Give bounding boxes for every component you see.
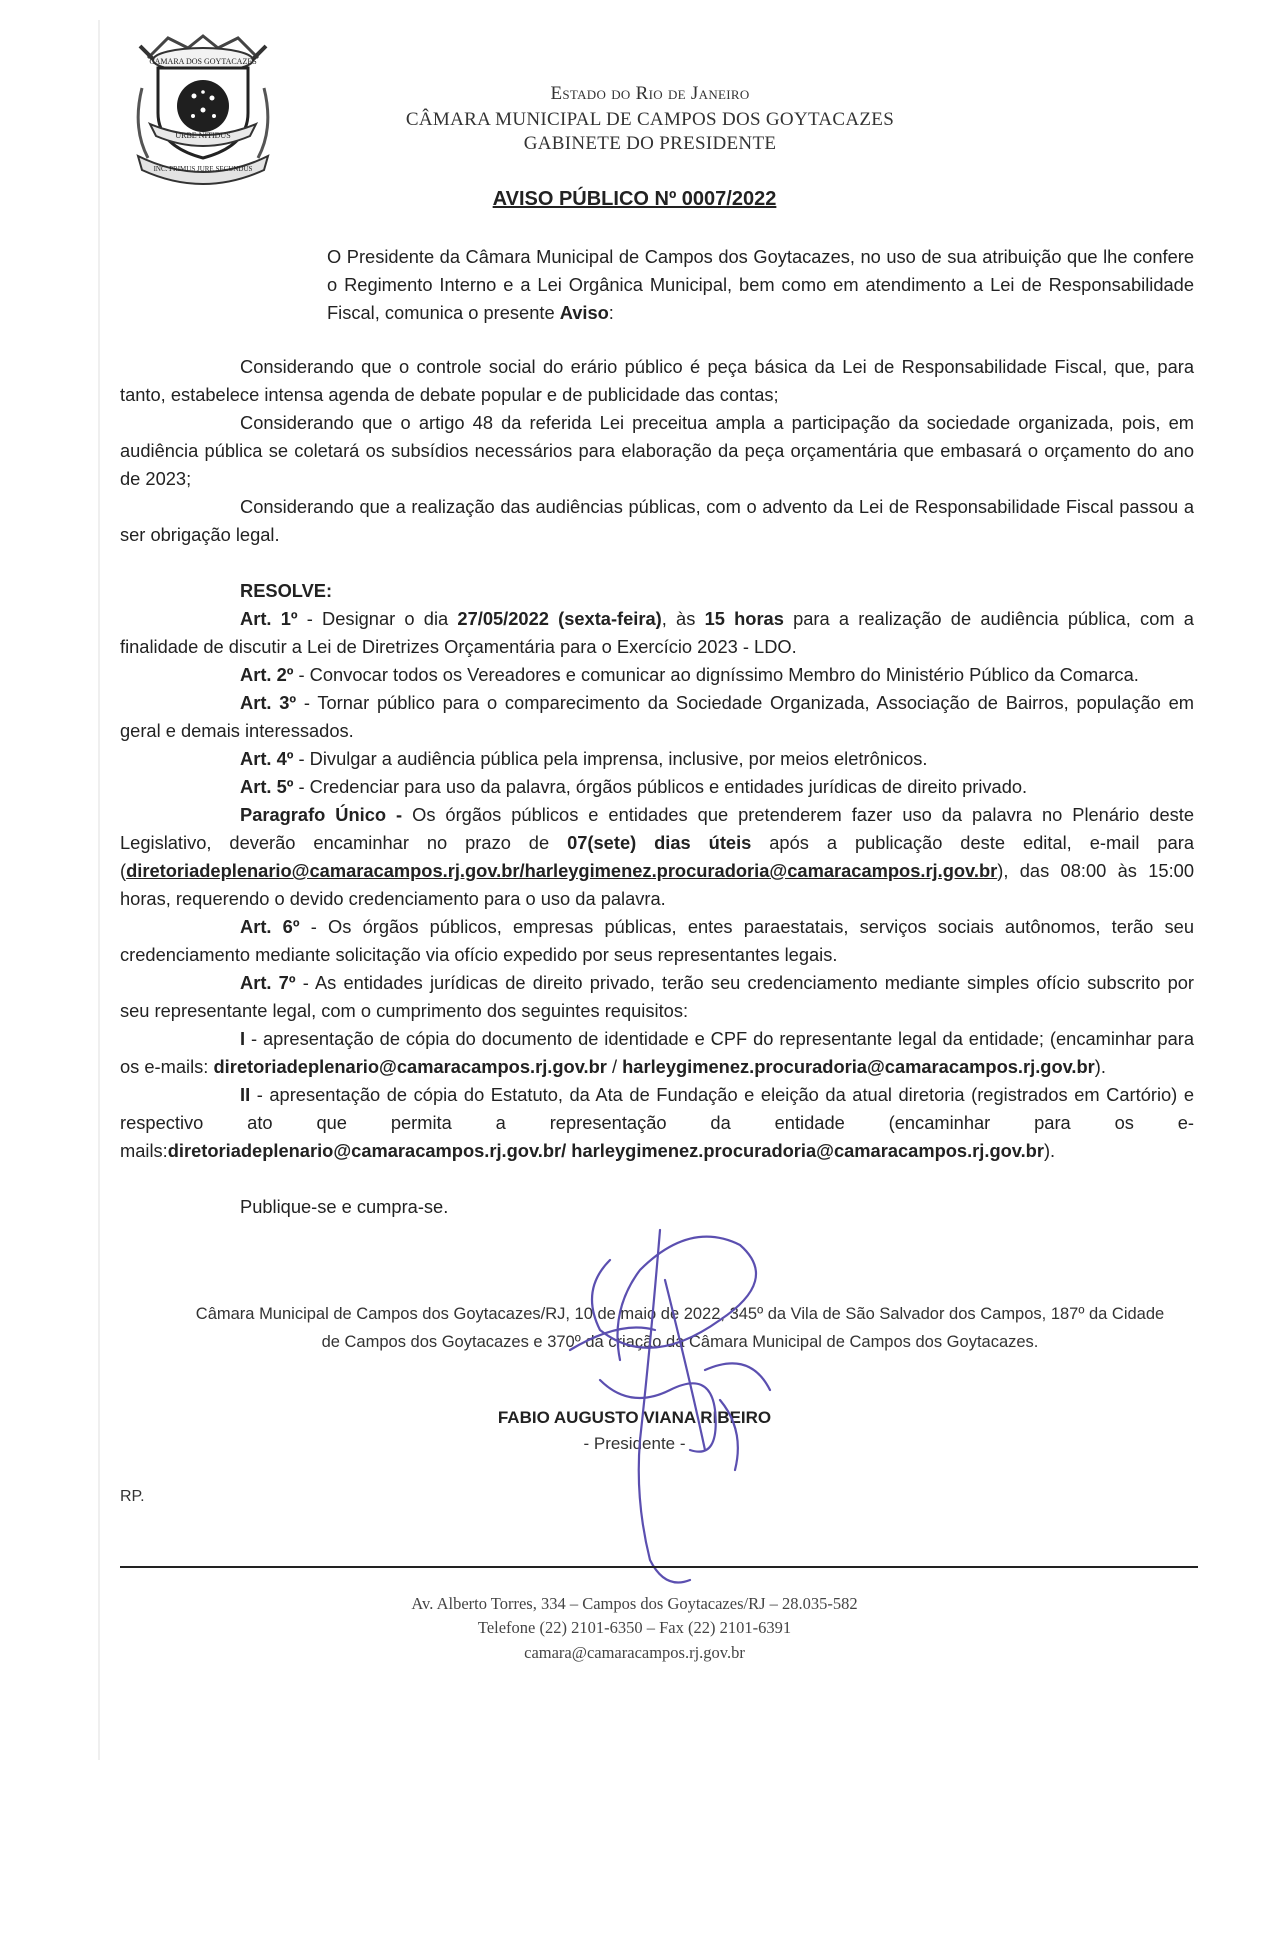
notice-body — [120, 353, 1194, 1221]
footer-address: Av. Alberto Torres, 334 – Campos dos Goytacazes/RJ – 28.035-582 — [411, 1594, 858, 1613]
crest-ribbon-text: URBE NITIDUS — [175, 131, 231, 140]
article-3: Art. 3º - Tornar público para o comparecimento da Sociedade Organizada, Associação de Bairros, população em geral e demais interessados. — [120, 692, 1194, 741]
requirement-1: I - apresentação de cópia do documento de identidade e CPF do representante legal da entidade; (encaminhar para os e-mails: diretoriadeplenario@camaracampos.rj.gov.br / harleygimenez.procuradoria@camaracampos.rj.gov.br). — [120, 1028, 1194, 1077]
footer-phone: Telefone (22) 2101-6350 – Fax (22) 2101-6391 — [477, 1618, 792, 1637]
closing-dateline: Câmara Municipal de Campos dos Goytacazes/RJ, 10 de maio de 2022, 345º da Vila de São Salvador dos Campos, 187º da Cidade de Campos dos Goytacazes e 370º da criação da Câmara Municipal de Campos dos Goytacazes. — [195, 1305, 1165, 1351]
article-2: Art. 2º - Convocar todos os Vereadores e comunicar ao digníssimo Membro do Ministério Público da Comarca. — [240, 664, 1139, 685]
emails-link[interactable]: diretoriadeplenario@camaracampos.rj.gov.br/ harleygimenez.procuradoria@camaracampos.rj.gov.br — [167, 1140, 1044, 1161]
footer-email[interactable]: camara@camaracampos.rj.gov.br — [524, 1643, 745, 1662]
crest-top-text: CAMARA DOS GOYTACAZES — [149, 57, 257, 66]
chamber-heading: CÂMARA MUNICIPAL DE CAMPOS DOS GOYTACAZES — [405, 109, 895, 130]
handwritten-signature — [540, 1200, 800, 1600]
footer-divider — [120, 1566, 1198, 1568]
notice-title: AVISO PÚBLICO Nº 0007/2022 — [492, 188, 777, 210]
considerando-2: Considerando que o artigo 48 da referida Lei preceitua ampla a participação da sociedade organizada, pois, em audiência pública se coletará os subsídios necessários para elaboração da peça orçamentária que embasará o orçamento do ano de 2023; — [120, 412, 1194, 489]
paragrafo-emails-link[interactable]: diretoriadeplenario@camaracampos.rj.gov.br/harleygimenez.procuradoria@camaracampos.rj.gov.br — [126, 860, 998, 881]
article-4: Art. 4º - Divulgar a audiência pública pela imprensa, inclusive, por meios eletrônicos. — [240, 748, 928, 769]
coat-of-arms-icon — [128, 28, 278, 188]
email-procuradoria-link[interactable]: harleygimenez.procuradoria@camaracampos.rj.gov.br — [622, 1056, 1095, 1077]
signatory-role: - Presidente - — [583, 1434, 686, 1453]
requirement-2: II - apresentação de cópia do Estatuto, da Ata de Fundação e eleição da atual diretoria (registrados em Cartório) e respectivo ato que permita a representação da entidade (encaminhar para os e-mails:diretoriadeplenario@camaracampos.rj.gov.br/ harleygimenez.procuradoria@camaracampos.rj.gov.br). — [120, 1084, 1194, 1161]
scan-edge — [98, 20, 100, 1760]
article-7: Art. 7º - As entidades jurídicas de direito privado, terão seu credenciamento mediante simples ofício subscrito por seu representante legal, com o cumprimento dos seguintes requisitos: — [120, 972, 1194, 1021]
considerando-3: Considerando que a realização das audiências públicas, com o advento da Lei de Responsabilidade Fiscal passou a ser obrigação legal. — [120, 496, 1194, 545]
paragrafo-unico: Paragrafo Único - Os órgãos públicos e entidades que pretenderem fazer uso da palavra no Plenário deste Legislativo, deverão encaminhar no prazo de 07(sete) dias úteis após a publicação deste edital, e-mail para (diretoriadeplenario@camaracampos.rj.gov.br/harleygimenez.procuradoria@camaracampos.rj.gov.br), das 08:00 às 15:00 horas, requerendo o devido credenciamento para o uso da palavra. — [120, 804, 1195, 909]
crest-bottom-text: INC. PRIMUS JURE SECUNDUS — [153, 165, 253, 173]
rp-mark: RP. — [120, 1488, 145, 1505]
intro-paragraph: O Presidente da Câmara Municipal de Campos dos Goytacazes, no uso de sua atribuição que lhe confere o Regimento Interno e a Lei Orgânica Municipal, bem como em atendimento a Lei de Responsabilidade Fiscal, comunica o presente Aviso: — [327, 246, 1194, 323]
article-1: Art. 1º - Designar o dia 27/05/2022 (sexta-feira), às 15 horas para a realização de audiência pública, com a finalidade de discutir a Lei de Diretrizes Orçamentária para o Exercício 2023 - LDO. — [120, 608, 1194, 657]
email-plenario-link[interactable]: diretoriadeplenario@camaracampos.rj.gov.br — [213, 1056, 607, 1077]
office-heading: GABINETE DO PRESIDENTE — [523, 133, 777, 154]
considerando-1: Considerando que o controle social do erário público é peça básica da Lei de Responsabilidade Fiscal, que, para tanto, estabelece intensa agenda de debate popular e de publicidade das contas; — [120, 356, 1194, 405]
resolve-heading: RESOLVE: — [240, 580, 333, 601]
publique-line: Publique-se e cumpra-se. — [240, 1196, 449, 1217]
article-6: Art. 6º - Os órgãos públicos, empresas públicas, entes paraestatais, serviços sociais autônomos, terão seu credenciamento mediante solicitação via ofício expedido por seus representantes legais. — [120, 916, 1194, 965]
state-heading: Estado do Rio de Janeiro — [550, 83, 750, 104]
signatory-name: FABIO AUGUSTO VIANA RIBEIRO — [497, 1408, 772, 1427]
article-5: Art. 5º - Credenciar para uso da palavra, órgãos públicos e entidades jurídicas de direito privado. — [240, 776, 1028, 797]
